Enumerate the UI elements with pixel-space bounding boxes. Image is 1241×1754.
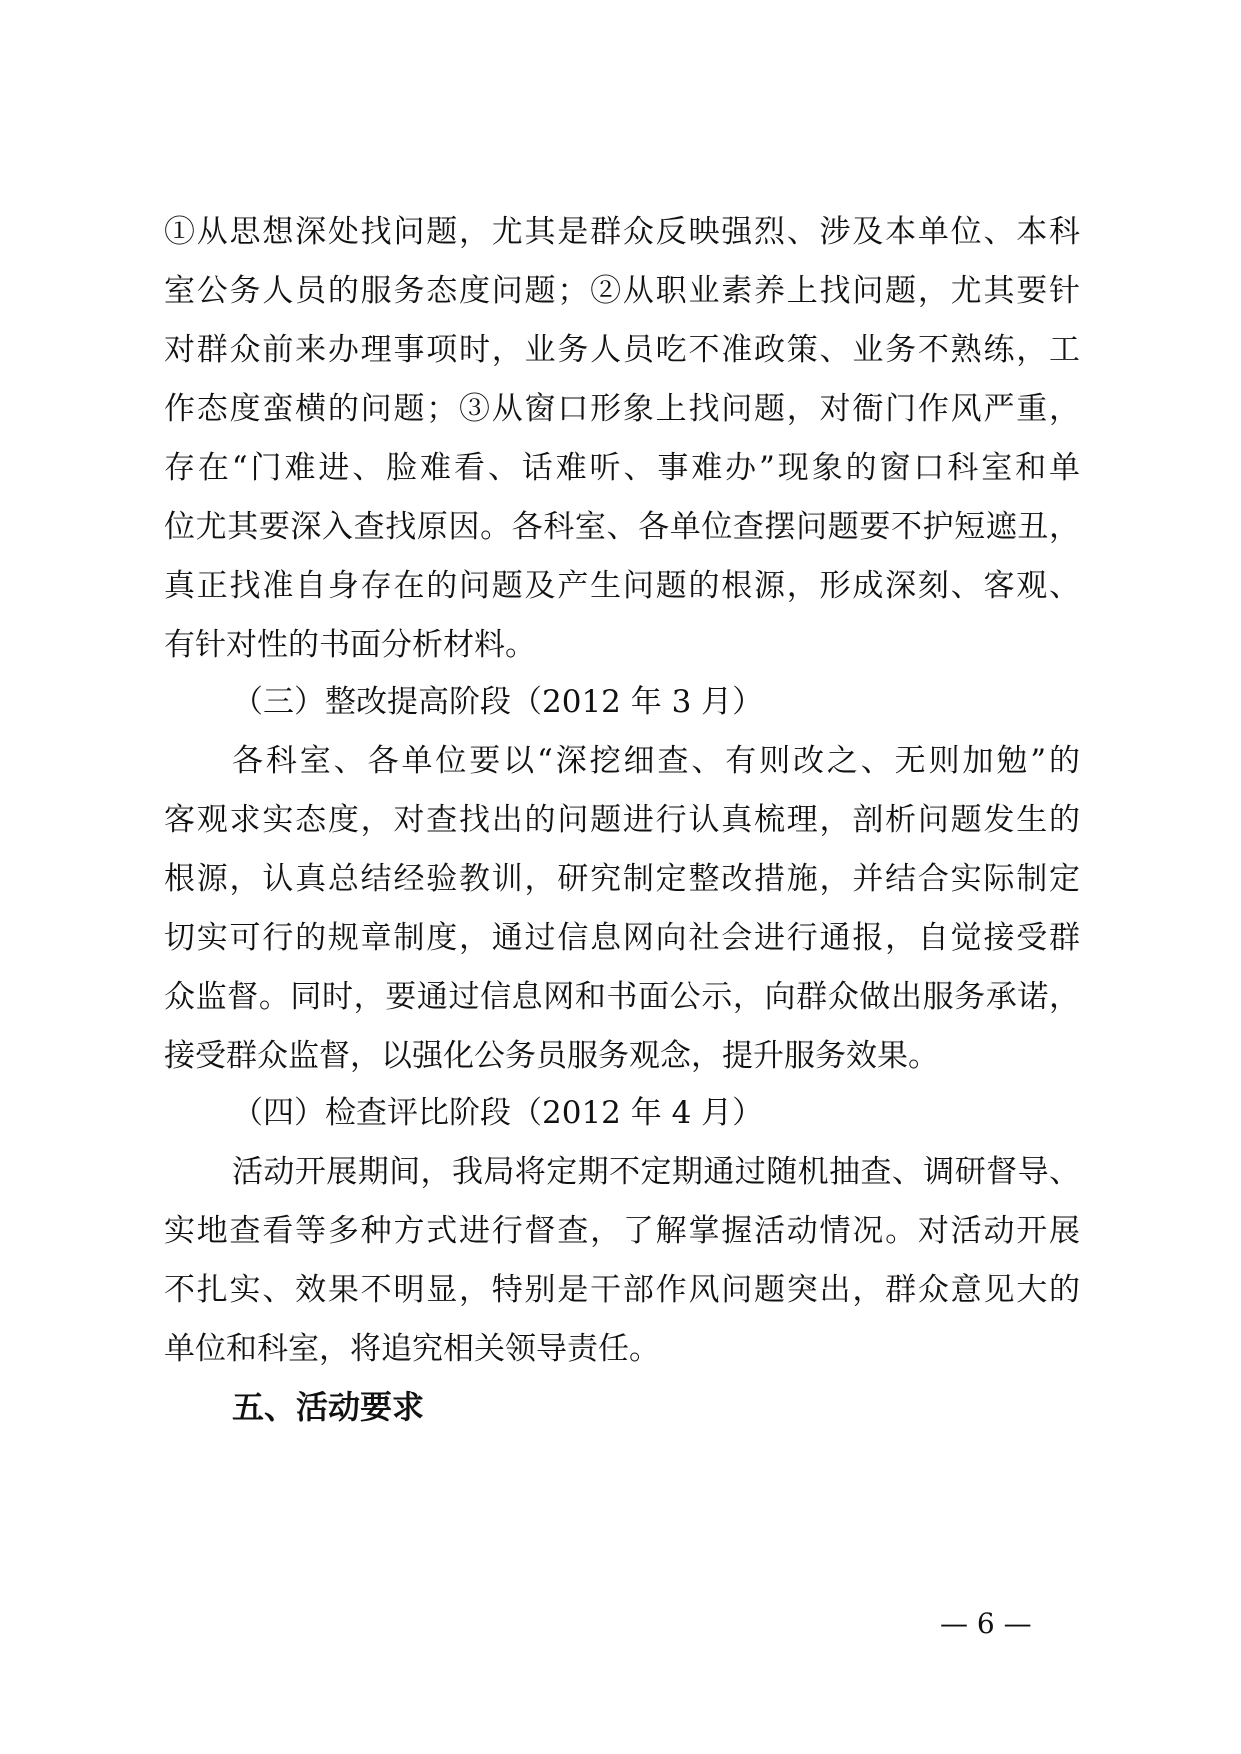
paragraph-line: 对群众前来办理事项时，业务人员吃不准政策、业务不熟练，工 — [164, 332, 1080, 368]
paragraph-line: 客观求实态度，对查找出的问题进行认真梳理，剖析问题发生的 — [164, 802, 1080, 838]
paragraph-line: 作态度蛮横的问题；③从窗口形象上找问题，对衙门作风严重， — [164, 391, 1080, 427]
paragraph-line: 各科室、各单位要以“深挖细查、有则改之、无则加勉”的 — [232, 743, 1080, 779]
paragraph-line: 真正找准自身存在的问题及产生问题的根源，形成深刻、客观、 — [164, 568, 1080, 604]
page-number: — 6 — — [940, 1607, 1032, 1640]
paragraph-line: 实地查看等多种方式进行督查，了解掌握活动情况。对活动开展 — [164, 1213, 1080, 1249]
stage3-heading: （三）整改提高阶段（2012 年 3 月） — [232, 684, 764, 720]
paragraph-line: 众监督。同时，要通过信息网和书面公示，向群众做出服务承诺， — [164, 979, 1080, 1015]
paragraph-line: 存在“门难进、脸难看、话难听、事难办”现象的窗口科室和单 — [164, 450, 1080, 486]
paragraph-line: ①从思想深处找问题，尤其是群众反映强烈、涉及本单位、本科 — [164, 214, 1080, 250]
paragraph-line: 有针对性的书面分析材料。 — [164, 627, 536, 663]
paragraph-line: 活动开展期间，我局将定期不定期通过随机抽查、调研督导、 — [232, 1154, 1080, 1190]
paragraph-line: 根源，认真总结经验教训，研究制定整改措施，并结合实际制定 — [164, 861, 1080, 897]
stage4-heading: （四）检查评比阶段（2012 年 4 月） — [232, 1095, 764, 1131]
paragraph-line: 单位和科室，将追究相关领导责任。 — [164, 1331, 660, 1367]
paragraph-line: 位尤其要深入查找原因。各科室、各单位查摆问题要不护短遮丑， — [164, 509, 1080, 545]
section5-heading: 五、活动要求 — [232, 1388, 425, 1426]
paragraph-line: 接受群众监督，以强化公务员服务观念，提升服务效果。 — [164, 1038, 939, 1074]
paragraph-line: 室公务人员的服务态度问题；②从职业素养上找问题，尤其要针 — [164, 273, 1080, 309]
paragraph-line: 切实可行的规章制度，通过信息网向社会进行通报，自觉接受群 — [164, 920, 1080, 956]
paragraph-line: 不扎实、效果不明显，特别是干部作风问题突出，群众意见大的 — [164, 1272, 1080, 1308]
